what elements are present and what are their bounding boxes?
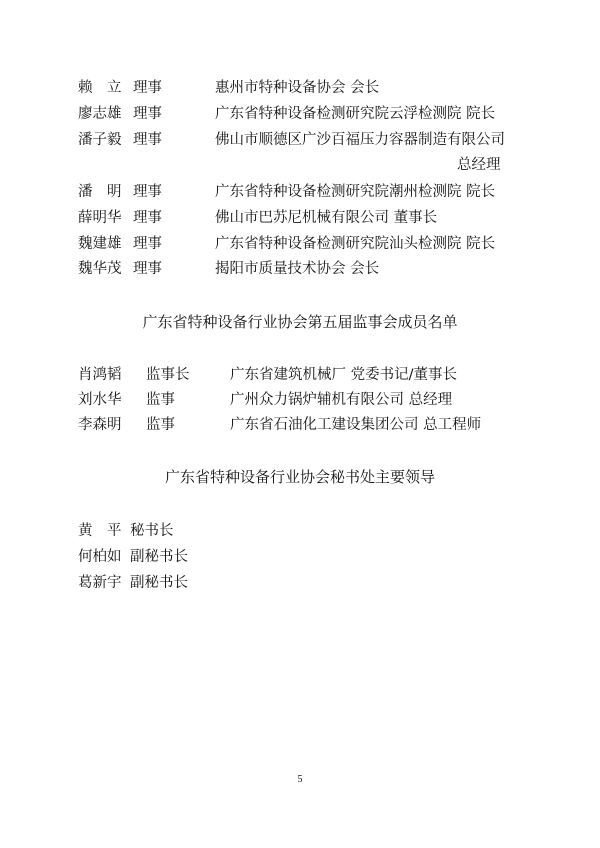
member-name: 魏华茂 [78,261,122,277]
member-organization: 广东省石油化工建设集团公司 总工程师 [230,417,482,433]
member-organization: 广东省特种设备检测研究院云浮检测院 院长 [215,106,496,122]
member-name: 魏建雄 [78,236,122,252]
member-name: 潘子毅 [78,132,122,148]
member-role: 监事长 [146,367,190,383]
member-name: 黄 平 [78,523,122,539]
member-name: 葛新宇 [78,575,122,591]
member-role: 理事 [133,132,162,148]
member-organization: 广东省建筑机械厂 党委书记/董事长 [230,367,457,383]
member-name: 薛明华 [78,210,122,226]
member-organization: 揭阳市质量技术协会 会长 [215,261,380,277]
member-name: 何柏如 [78,549,122,565]
member-name: 肖鸿韬 [78,367,122,383]
supervisors-heading: 广东省特种设备行业协会第五届监事会成员名单 [142,313,458,331]
member-role: 理事 [133,184,162,200]
member-role: 副秘书长 [130,549,188,565]
member-role: 理事 [133,210,162,226]
member-role: 理事 [133,80,162,96]
member-name: 廖志雄 [78,106,122,122]
member-organization: 佛山市巴苏尼机械有限公司 董事长 [215,210,438,226]
member-role: 监事 [146,392,175,408]
member-name: 赖 立 [78,80,122,96]
member-organization-continued: 总经理 [457,157,501,173]
member-role: 副秘书长 [130,575,188,591]
member-organization: 佛山市顺德区广沙百福压力容器制造有限公司 [215,132,505,148]
member-role: 理事 [133,261,162,277]
member-role: 监事 [146,417,175,433]
member-role: 理事 [133,106,162,122]
member-name: 李森明 [78,417,122,433]
member-organization: 广东省特种设备检测研究院潮州检测院 院长 [215,184,496,200]
page-number: 5 [297,774,303,785]
member-role: 理事 [133,236,162,252]
member-organization: 惠州市特种设备协会 会长 [215,80,380,96]
member-organization: 广州众力锅炉辅机有限公司 总经理 [230,392,453,408]
member-role: 秘书长 [130,523,174,539]
member-name: 潘 明 [78,184,122,200]
member-name: 刘水华 [78,392,122,408]
member-organization: 广东省特种设备检测研究院汕头检测院 院长 [215,236,496,252]
secretariat-heading: 广东省特种设备行业协会秘书处主要领导 [164,468,435,486]
